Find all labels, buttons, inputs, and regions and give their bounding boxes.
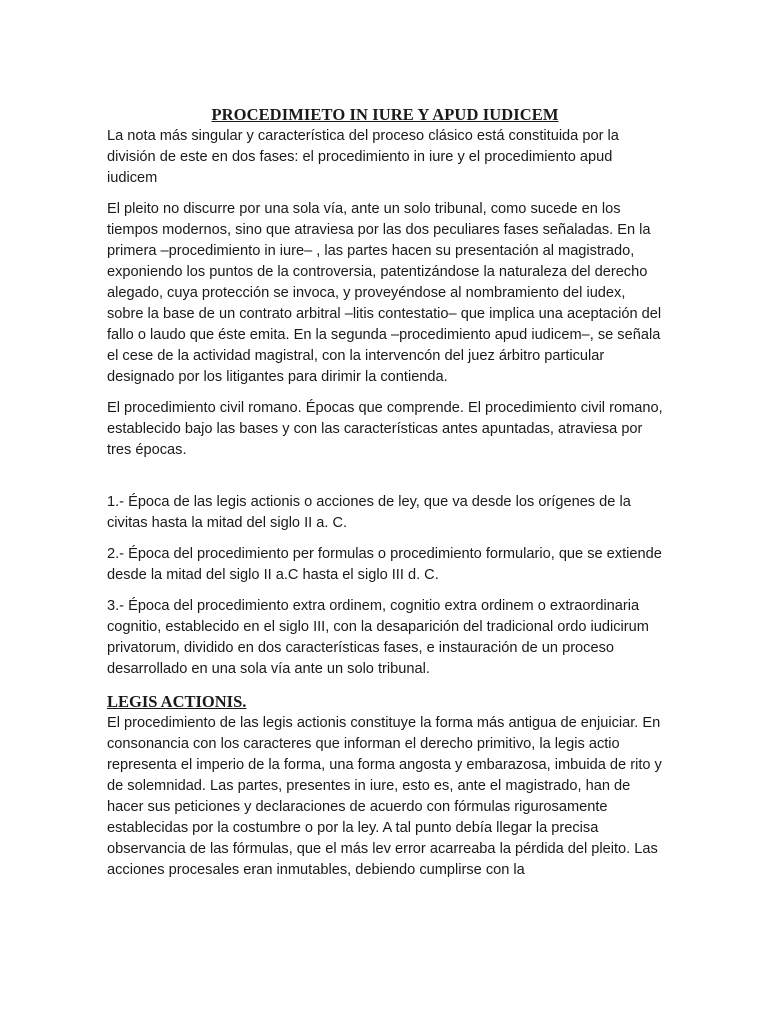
epoch-item-3: 3.- Época del procedimiento extra ordinem, cognitio extra ordinem o extraordinaria cognitio, establecido en el siglo III, con la desaparición del tradicional ordo iudicirum privatorum, dividido en dos características fases, e instauración de un proceso desarrollado en una sola vía ante un solo tribunal. (107, 598, 649, 677)
section-heading: LEGIS ACTIONIS. (107, 692, 247, 711)
document-page (107, 102, 663, 881)
section-paragraph: El procedimiento de las legis actionis constituye la forma más antigua de enjuiciar. En consonancia con los caracteres que informan el derecho primitivo, la legis actio representa el imperio de la forma, una forma angosta y embarazosa, imbuida de rito y de solemnidad. Las partes, presentes in iure, esto es, ante el magistrado, han de hacer sus peticiones y declaraciones de acuerdo con fórmulas rigurosamente establecidas por la costumbre o por la ley. A tal punto debía llegar la precisa observancia de las fórmulas, que el más lev error acarreaba la pérdida del pleito. Las acciones procesales eran inmutables, debiendo cumplirse con la (107, 715, 662, 878)
intro-paragraph-1: La nota más singular y característica del proceso clásico está constituida por la división de este en dos fases: el procedimiento in iure y el procedimiento apud iudicem (107, 128, 619, 186)
epoch-item-2: 2.- Época del procedimiento per formulas o procedimiento formulario, que se extiende desde la mitad del siglo II a.C hasta el siglo III d. C. (107, 546, 662, 583)
intro-paragraph-3: El procedimiento civil romano. Épocas que comprende. El procedimiento civil romano, establecido bajo las bases y con las características antes apuntadas, atraviesa por tres épocas. (107, 400, 663, 458)
document-title: PROCEDIMIETO IN IURE Y APUD IUDICEM (211, 105, 559, 124)
epoch-item-1: 1.- Época de las legis actionis o acciones de ley, que va desde los orígenes de la civitas hasta la mitad del siglo II a. C. (107, 494, 631, 531)
intro-paragraph-2: El pleito no discurre por una sola vía, ante un solo tribunal, como sucede en los tiempos modernos, sino que atraviesa por las dos peculiares fases señaladas. En la primera –procedimiento in iure– , las partes hacen su presentación al magistrado, exponiendo los puntos de la controversia, patentizándose la naturaleza del derecho alegado, cuya protección se invoca, y proveyéndose al nombramiento del iudex, sobre la base de un contrato arbitral –litis contestatio– que implica una aceptación del fallo o laudo que éste emita. En la segunda –procedimiento apud iudicem–, se señala el cese de la actividad magistral, con la intervencón del juez árbitro particular designado por los litigantes para dirimir la contienda. (107, 201, 662, 385)
blank-line (107, 471, 663, 492)
